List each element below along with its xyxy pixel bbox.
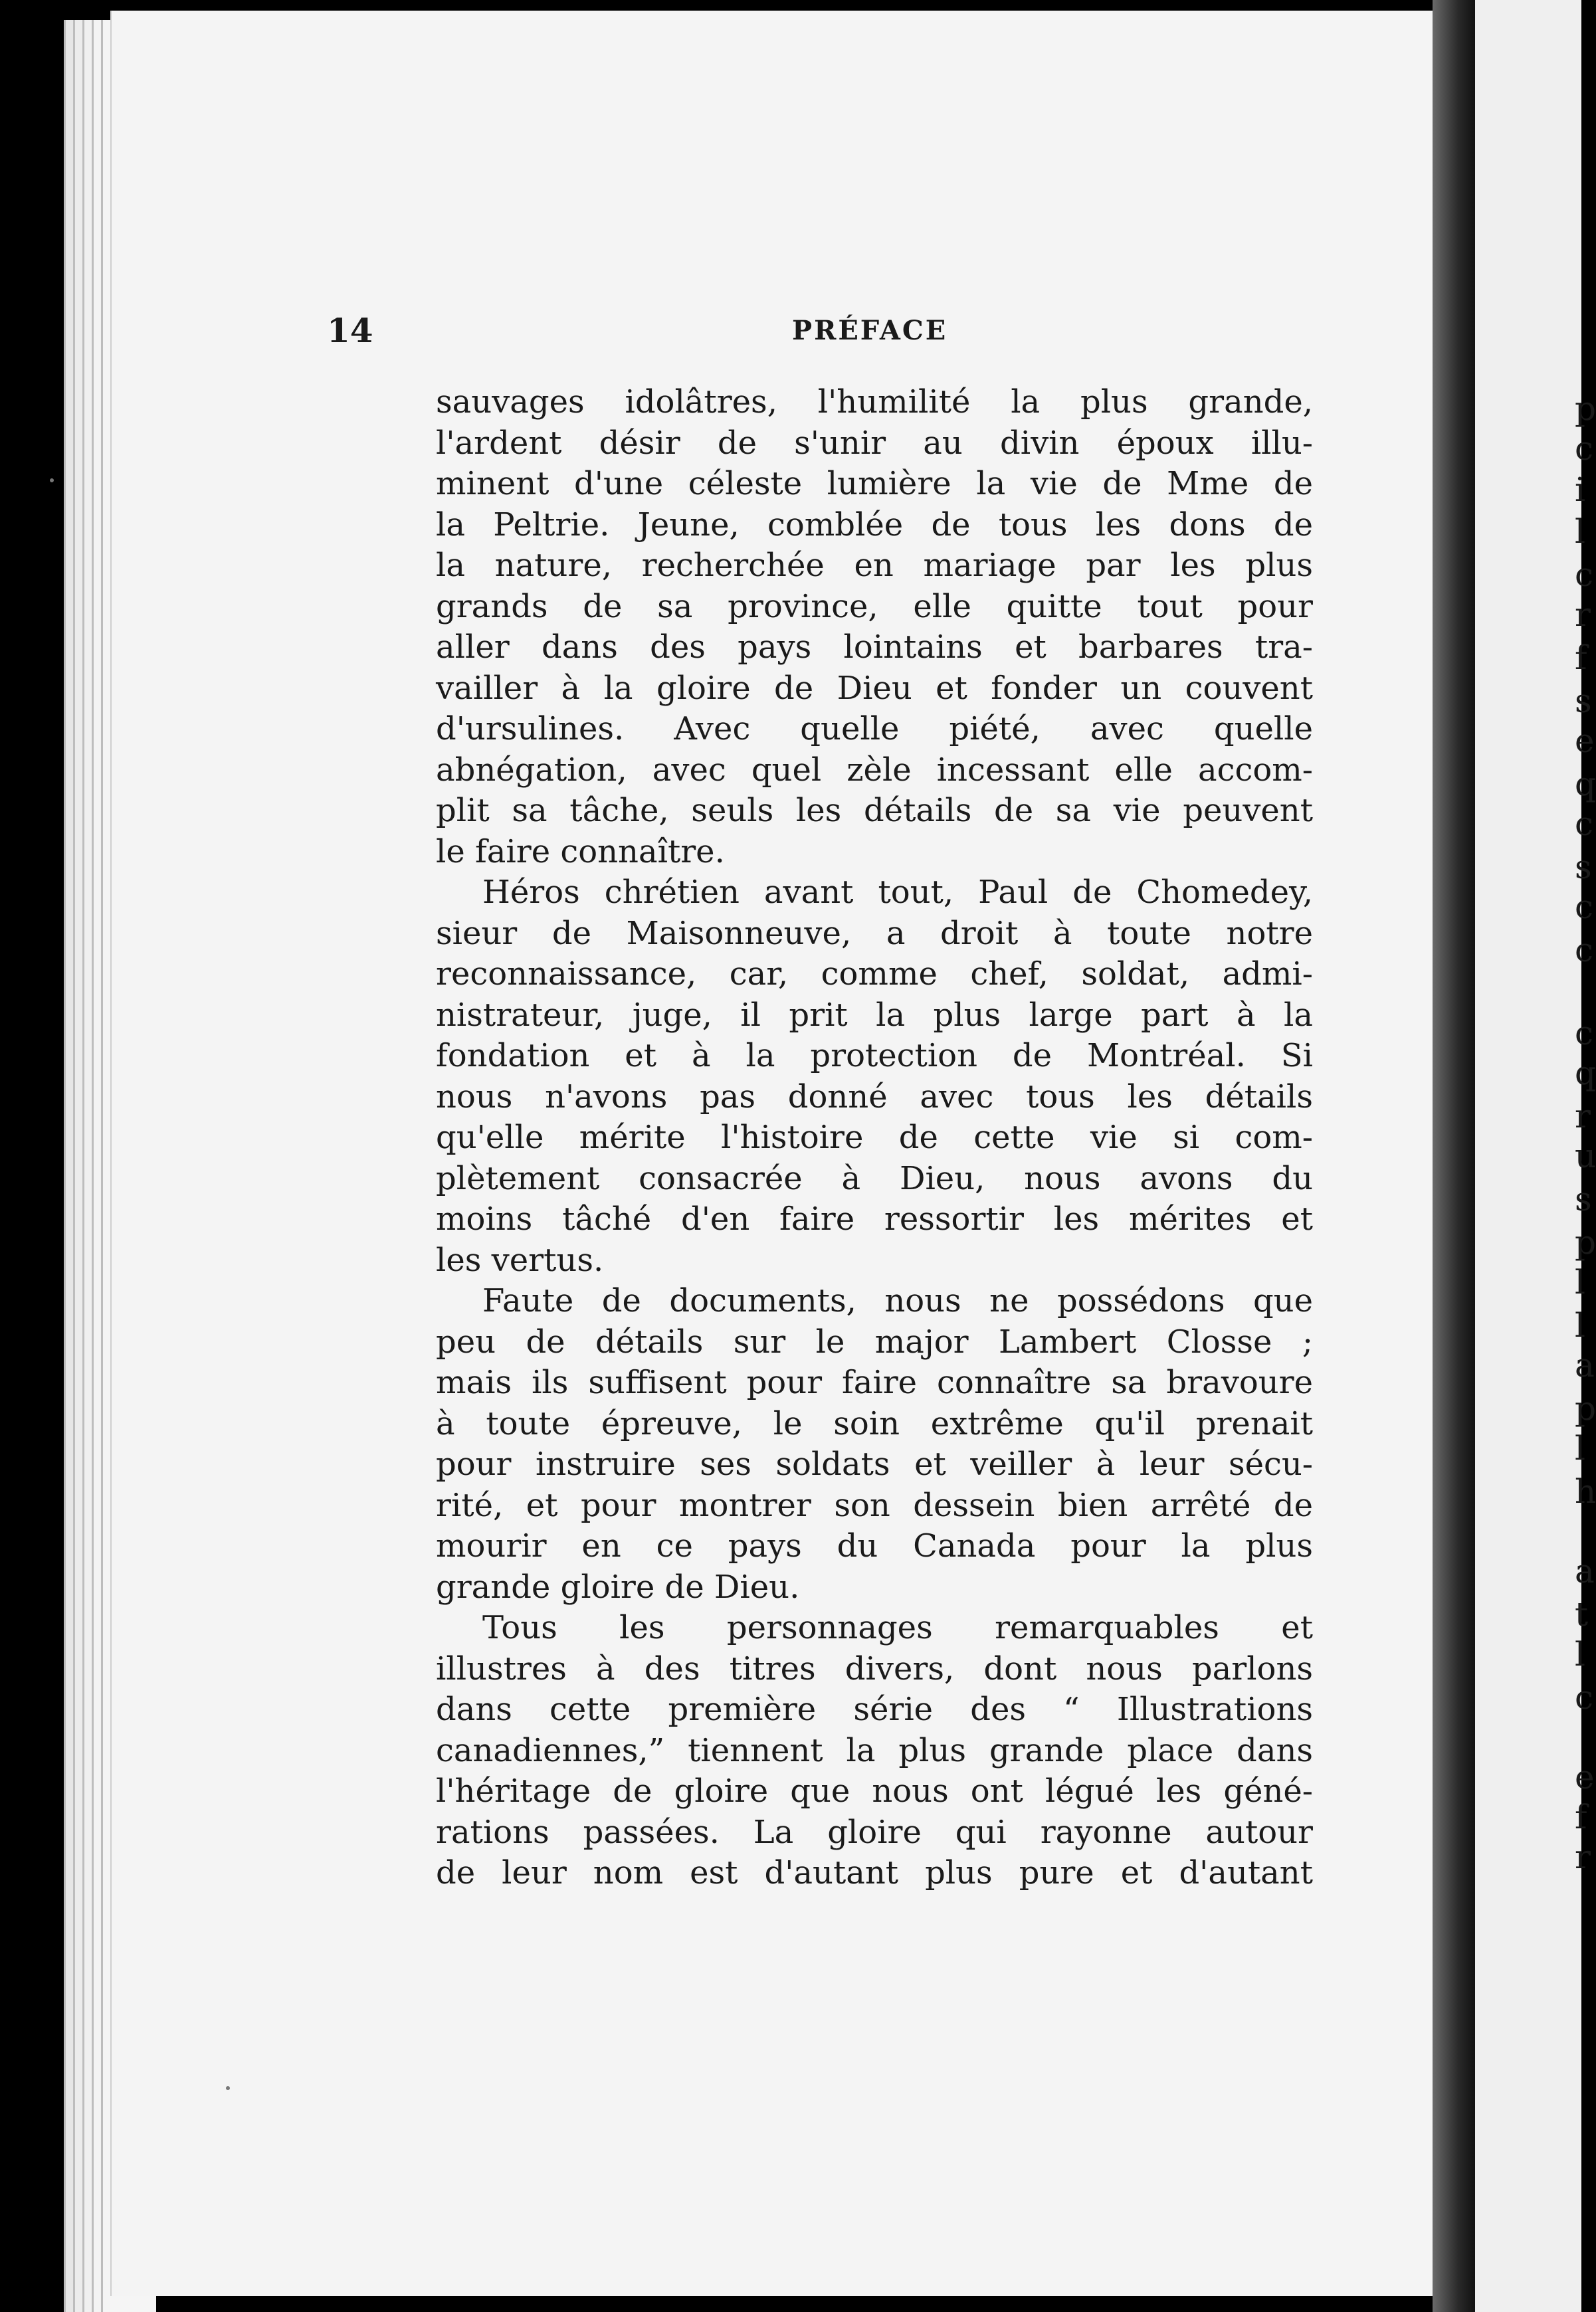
next-page-fragment: e [1575,722,1595,760]
text-line: Tous les personnages remarquables et [482,1609,1313,1646]
next-page-fragment: l [1575,512,1585,551]
text-line: grands de sa province, elle quitte tout pour [436,587,1313,625]
next-page-fragment: c [1575,555,1594,594]
next-page-fragment: s [1575,1180,1592,1218]
next-page-fragment: c [1575,1014,1594,1052]
text-line: à toute épreuve, le soin extrême qu'il prenait [436,1404,1313,1442]
text-line: les vertus. [436,1241,604,1279]
next-page-fragment: c [1575,931,1594,969]
text-line: sauvages idolâtres, l'humilité la plus grande, [436,383,1313,421]
text-line: la Peltrie. Jeune, comblée de tous les dons de [436,506,1313,543]
next-page-fragment: a [1575,1346,1595,1385]
text-line: minent d'une céleste lumière la vie de Mme de [436,465,1313,502]
text-line: Faute de documents, nous ne possédons que [482,1282,1313,1319]
text-line: pour instruire ses soldats et veiller à leur sécu- [436,1446,1313,1483]
next-page-fragment: e [1575,1758,1595,1796]
next-page-fragment: r [1575,595,1591,634]
text-line: mais ils suffisent pour faire connaître sa bravoure [436,1364,1313,1401]
next-page-fragment: f [1575,1798,1587,1836]
next-page-fragment: r [1575,1097,1591,1135]
text-line: nistrateur, juge, il prit la plus large part à la [436,996,1313,1034]
text-line: nous n'avons pas donné avec tous les détails [436,1078,1313,1115]
text-line: la nature, recherchée en mariage par les plus [436,547,1313,584]
next-page-fragment: p [1575,1389,1596,1428]
next-page-fragment: r [1575,1838,1591,1876]
next-page-fragment: p [1575,389,1596,428]
text-line: Héros chrétien avant tout, Paul de Chomedey, [482,874,1313,911]
next-page-fragment: l [1575,1306,1585,1345]
next-page-fragment: s [1575,682,1592,720]
paper-speck [50,478,54,482]
next-page-fragment: l [1575,1429,1585,1468]
next-page-fragment: u [1575,1137,1596,1175]
text-line: aller dans des pays lointains et barbares tra- [436,628,1313,666]
text-line: rations passées. La gloire qui rayonne autour [436,1813,1313,1851]
text-line: mourir en ce pays du Canada pour la plus [436,1527,1313,1565]
text-line: d'ursulines. Avec quelle piété, avec quelle [436,710,1313,747]
book-gutter [1433,0,1475,2312]
text-line: plit sa tâche, seuls les détails de sa vie peuvent [436,792,1313,829]
text-line: reconnaissance, car, comme chef, soldat, admi- [436,955,1313,993]
next-page-fragment: a [1575,1552,1595,1590]
text-line: qu'elle mérite l'histoire de cette vie si com- [436,1119,1313,1156]
page-number: 14 [327,311,373,350]
next-page-fragment: l [1575,1263,1585,1301]
text-line: grande gloire de Dieu. [436,1568,800,1606]
next-page-fragment: h [1575,1472,1596,1511]
body-text [436,382,1313,1894]
text-line: moins tâché d'en faire ressortir les mérites et [436,1201,1313,1238]
next-page-fragment: q [1575,765,1596,803]
text-line: l'ardent désir de s'unir au divin époux illu- [436,424,1313,462]
text-line: fondation et à la protection de Montréal. Si [436,1037,1313,1074]
text-line: sieur de Maisonneuve, a droit à toute notre [436,914,1313,952]
text-line: canadiennes,” tiennent la plus grande place dans [436,1731,1313,1769]
next-page-fragment: t [1575,1595,1589,1634]
text-line: le faire connaître. [436,832,725,870]
page-header [327,311,1317,357]
text-line: abnégation, avec quel zèle incessant elle accom- [436,751,1313,789]
next-page-fragment: s [1575,848,1592,886]
paper-speck [226,2086,230,2090]
text-line: rité, et pour montrer son dessein bien arrêté de [436,1486,1313,1524]
text-line: vailler à la gloire de Dieu et fonder un couvent [436,669,1313,707]
next-page-fragment: c [1575,1678,1594,1717]
next-page-edge [1475,0,1596,2312]
running-head: PRÉFACE [792,315,948,346]
text-line: de leur nom est d'autant plus pure et d'autant [436,1854,1313,1891]
text-line: peu de détails sur le major Lambert Closse ; [436,1323,1313,1361]
next-page-fragment: c [1575,888,1594,926]
next-page-fragment: l [1575,1635,1585,1674]
next-page-fragment: q [1575,1054,1596,1092]
text-line: plètement consacrée à Dieu, nous avons du [436,1159,1313,1197]
text-line: l'héritage de gloire que nous ont légué les géné- [436,1773,1313,1810]
next-page-fragment: f [1575,638,1587,677]
next-page-fragment: i [1575,470,1585,509]
next-page-fragment: p [1575,1223,1596,1262]
text-line: illustres à des titres divers, dont nous parlons [436,1650,1313,1687]
next-page-fragment: c [1575,805,1594,843]
next-page-fragment: c [1575,429,1594,468]
text-line: dans cette première série des “ Illustrations [436,1691,1313,1728]
